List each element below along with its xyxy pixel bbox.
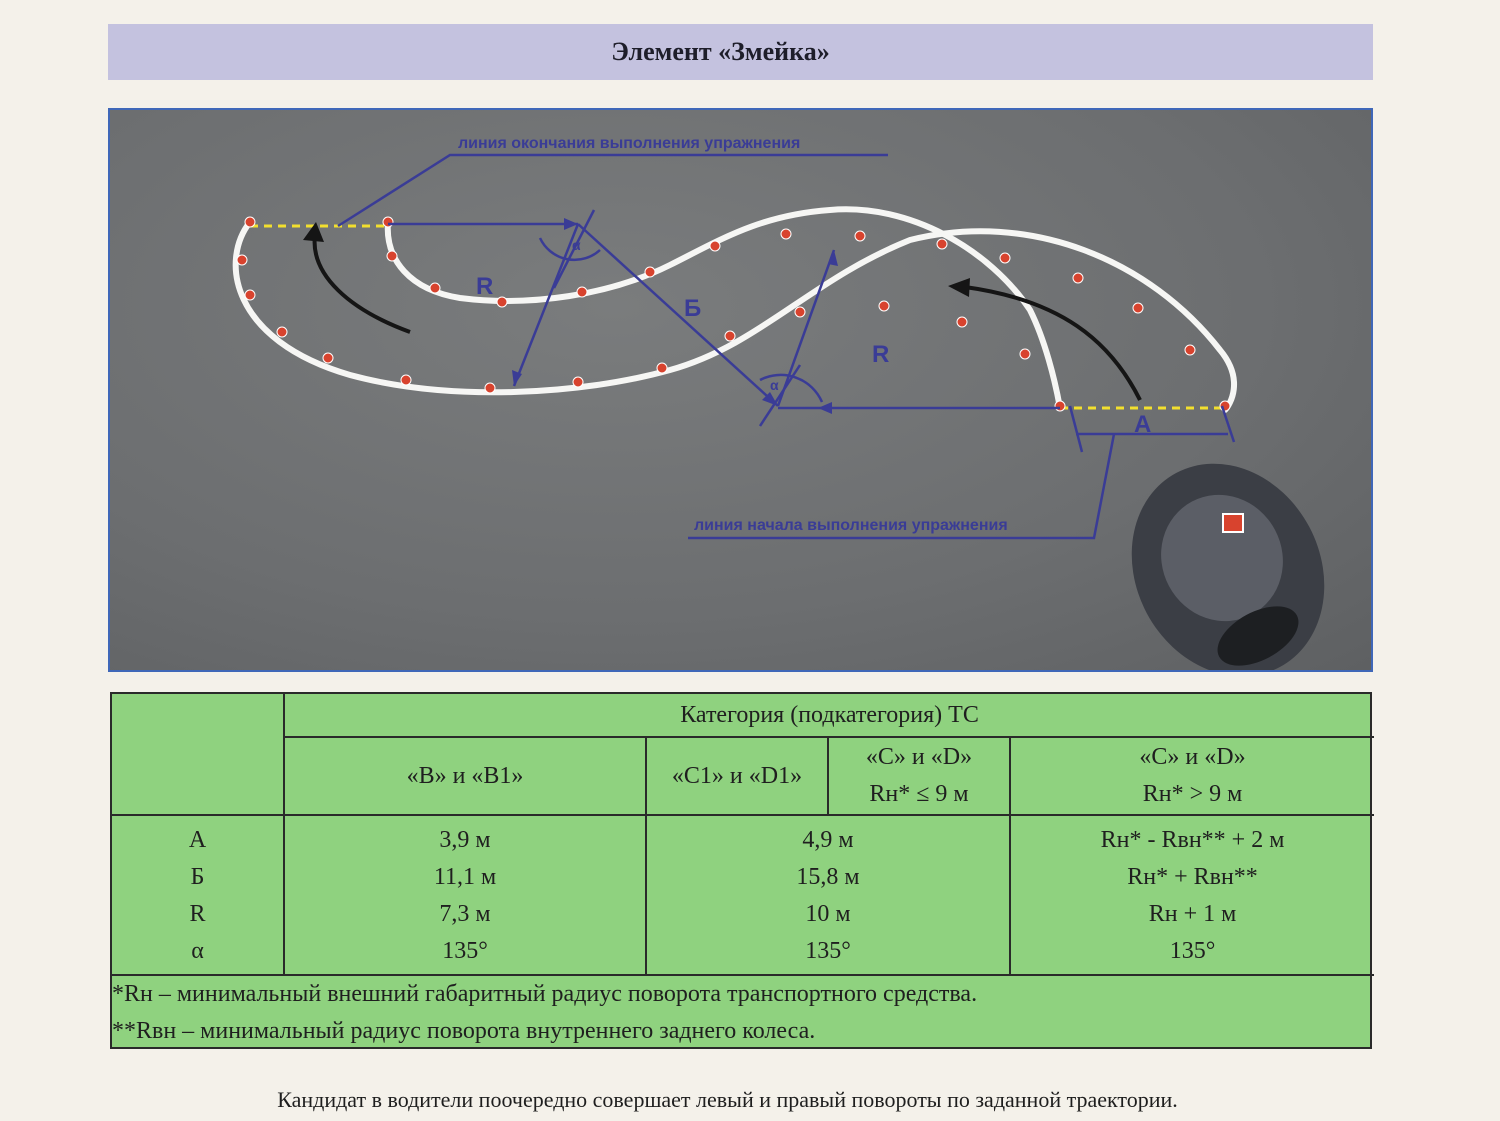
cone	[725, 331, 735, 341]
value-big: Rн* + Rвн**	[1127, 864, 1258, 890]
cone	[383, 217, 393, 227]
column-header-cd-small: «С» и «D» Rн* ≤ 9 м	[828, 737, 1010, 815]
cone	[497, 297, 507, 307]
cone	[1185, 345, 1195, 355]
value-big: Rн + 1 м	[1148, 901, 1237, 927]
value-b: 7,3 м	[284, 896, 646, 933]
value-cd: 10 м	[646, 896, 1010, 933]
arrow-head-right	[948, 278, 970, 297]
cone	[1000, 253, 1010, 263]
cone	[1220, 401, 1230, 411]
dimension-a-right-tick	[1222, 406, 1234, 442]
cone	[485, 383, 495, 393]
value-big: Rн* - Rвн** + 2 м	[1100, 827, 1285, 853]
cone	[1055, 401, 1065, 411]
value-b: 3,9 м	[284, 815, 646, 859]
value-cd: 4,9 м	[646, 815, 1010, 859]
cone	[430, 283, 440, 293]
table-row	[112, 815, 1374, 859]
arrow-head-b-3	[828, 250, 838, 266]
track-outer-line	[236, 222, 1234, 410]
diagram-svg	[110, 110, 1373, 672]
cone	[573, 377, 583, 387]
dimension-b-2	[578, 224, 778, 406]
param-name: А	[112, 815, 284, 859]
cone	[855, 231, 865, 241]
footnote-rvn: **Rвн – минимальный радиус поворота внутреннего заднего колеса.	[112, 1018, 816, 1044]
title-bar	[108, 24, 1373, 80]
caption: Кандидат в водители поочередно совершает левый и правый повороты по заданной траектории.	[277, 1087, 1178, 1112]
car-illustration	[1095, 430, 1361, 672]
cone	[323, 353, 333, 363]
footnote-rn: *Rн – минимальный внешний габаритный радиус поворота транспортного средства.	[112, 981, 978, 1007]
param-name: Б	[112, 859, 284, 896]
cone	[645, 267, 655, 277]
label-a: А	[1134, 411, 1152, 438]
dimension-a-left-tick	[1070, 406, 1082, 452]
table-row	[112, 859, 1374, 896]
param-name: R	[112, 896, 284, 933]
table-corner-cell	[112, 694, 284, 815]
parameters-table	[110, 692, 1372, 1049]
value-cd: 15,8 м	[646, 859, 1010, 896]
cone	[957, 317, 967, 327]
page-title: Элемент «Змейка»	[611, 37, 830, 66]
cone	[245, 290, 255, 300]
label-b: Б	[684, 295, 702, 322]
arrow-head-radius-bottom	[818, 402, 832, 414]
param-name: α	[112, 933, 284, 975]
cone	[1073, 273, 1083, 283]
cone	[577, 287, 587, 297]
footnotes	[112, 975, 1374, 1050]
value-b: 135°	[284, 933, 646, 975]
track-inner-line	[388, 209, 1060, 408]
cone	[245, 217, 255, 227]
cone	[710, 241, 720, 251]
cone	[1133, 303, 1143, 313]
cone	[879, 301, 889, 311]
cone	[795, 307, 805, 317]
cone	[1020, 349, 1030, 359]
end-line-label: линия окончания выполнения упражнения	[458, 135, 801, 152]
serpentine-diagram	[108, 108, 1373, 672]
label-alpha-bottom: α	[770, 377, 779, 393]
label-alpha-top: α	[572, 237, 581, 253]
cone	[387, 251, 397, 261]
cone	[401, 375, 411, 385]
cone	[277, 327, 287, 337]
value-b: 11,1 м	[284, 859, 646, 896]
start-line-label: линия начала выполнения упражнения	[694, 517, 1008, 534]
label-r-top: R	[476, 273, 494, 300]
table-row	[112, 896, 1374, 933]
cone	[657, 363, 667, 373]
value-big: 135°	[1169, 938, 1216, 964]
label-r-bottom: R	[872, 341, 890, 368]
cone	[937, 239, 947, 249]
direction-arrow-left	[315, 235, 410, 332]
table-row	[112, 933, 1374, 975]
category-header: Категория (подкатегория) ТС	[284, 694, 1374, 737]
value-cd: 135°	[646, 933, 1010, 975]
cone	[781, 229, 791, 239]
column-header-cd-large: «С» и «D» Rн* > 9 м	[1010, 737, 1374, 815]
column-header-b: «В» и «В1»	[284, 737, 646, 815]
column-header-c1d1: «С1» и «D1»	[646, 737, 828, 815]
cone	[237, 255, 247, 265]
